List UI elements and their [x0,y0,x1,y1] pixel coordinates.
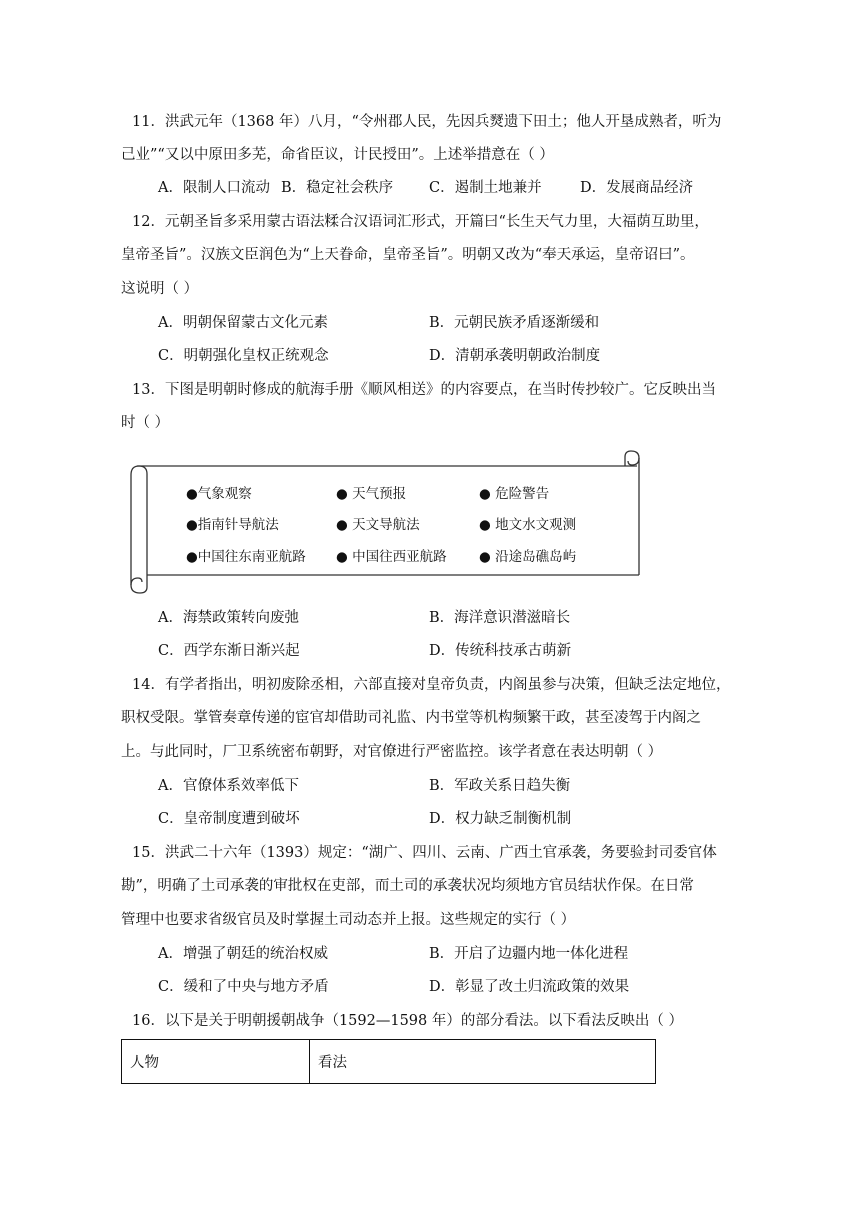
q14-option-b[interactable]: B．军政关系日趋失衡 [429,778,571,794]
q15-stem-line1: 15．洪武二十六年（1393）规定：“湖广、四川、云南、广西土官承袭，务要验封司委官体 [132,845,717,861]
q11-option-d[interactable]: D．发展商品经济 [580,180,694,196]
q15-option-a[interactable]: A．增强了朝廷的统治权威 [158,946,328,962]
q16-stem-line1: 16．以下是关于明朝援朝战争（1592—1598 年）的部分看法。以下看法反映出（ ） [132,1013,683,1029]
scroll-item-weather-forecast: ● 天气预报 [336,486,407,502]
scroll-item-hydrological-observation: ● 地文水文观测 [479,517,577,533]
scroll-item-compass-navigation: ●指南针导航法 [186,517,279,533]
q15-stem-line3: 管理中也要求省级官员及时掌握土司动态并上报。这些规定的实行（ ） [121,912,576,928]
q14-option-c[interactable]: C．皇帝制度遭到破坏 [158,811,300,827]
q14-stem-line2: 职权受限。掌管奏章传递的宦官却借助司礼监、内书堂等机构频繁干政，甚至凌驾于内阁之 [121,710,701,726]
q13-stem-line2: 时（ ） [121,415,170,431]
q13-option-a[interactable]: A．海禁政策转向废弛 [158,610,299,626]
q14-option-d[interactable]: D．权力缺乏制衡机制 [429,811,572,827]
q12-stem-line3: 这说明（ ） [121,281,199,297]
q15-stem-line2: 勘”，明确了土司承袭的审批权在吏部，而土司的承袭状况均须地方官员结状作保。在日常 [121,878,694,894]
table-row [122,1040,656,1084]
scroll-figure [127,449,644,595]
scroll-item-reefs-islands: ● 沿途岛礁岛屿 [479,549,577,565]
q12-stem-line2: 皇帝圣旨”。汉族文臣润色为“上天眷命，皇帝圣旨”。明朝又改为“奉天承运，皇帝诏曰”。 [121,247,695,263]
q11-stem-line2: 己业”“又以中原田多芜，命省臣议，计民授田”。上述举措意在（ ） [121,147,554,163]
q14-option-a[interactable]: A．官僚体系效率低下 [158,778,299,794]
q15-option-d[interactable]: D．彰显了改土归流政策的效果 [429,979,630,995]
scroll-item-celestial-navigation: ● 天文导航法 [336,517,420,533]
q13-option-b[interactable]: B．海洋意识潜滋暗长 [429,610,571,626]
scroll-item-weather-observation: ●气象观察 [186,486,252,502]
q14-stem-line1: 14．有学者指出，明初废除丞相，六部直接对皇帝负责，内阁虽参与决策，但缺乏法定地位， [132,677,731,693]
q12-option-d[interactable]: D．清朝承袭明朝政治制度 [429,348,601,364]
scroll-item-danger-warning: ● 危险警告 [479,486,550,502]
table-header-opinion: 看法 [310,1040,656,1084]
q12-option-b[interactable]: B．元朝民族矛盾逐渐缓和 [429,315,600,331]
q13-option-c[interactable]: C．西学东渐日渐兴起 [158,643,300,659]
q11-stem-line1: 11．洪武元年（1368 年）八月，“令州郡人民，先因兵燹遗下田土；他人开垦成熟者，听为 [132,114,722,130]
q11-option-c[interactable]: C．遏制土地兼并 [429,180,542,196]
q16-opinion-table [121,1039,656,1084]
q13-stem-line1: 13．下图是明朝时修成的航海手册《顺风相送》的内容要点，在当时传抄较广。它反映出当 [132,382,716,398]
table-header-person: 人物 [122,1040,310,1084]
q11-option-a[interactable]: A．限制人口流动 [158,180,270,196]
scroll-item-southeast-asia-route: ●中国往东南亚航路 [186,549,306,565]
q15-option-c[interactable]: C．缓和了中央与地方矛盾 [158,979,329,995]
q15-option-b[interactable]: B．开启了边疆内地一体化进程 [429,946,629,962]
q12-option-a[interactable]: A．明朝保留蒙古文化元素 [158,315,328,331]
q11-option-b[interactable]: B．稳定社会秩序 [281,180,394,196]
q12-stem-line1: 12．元朝圣旨多采用蒙古语法糅合汉语词汇形式，开篇曰“长生天气力里，大福荫互助里， [132,214,709,230]
q13-option-d[interactable]: D．传统科技承古萌新 [429,643,572,659]
q14-stem-line3: 上。与此同时，厂卫系统密布朝野，对官僚进行严密监控。该学者意在表达明朝（ ） [121,744,663,760]
q12-option-c[interactable]: C．明朝强化皇权正统观念 [158,348,329,364]
scroll-item-west-asia-route: ● 中国往西亚航路 [336,549,447,565]
